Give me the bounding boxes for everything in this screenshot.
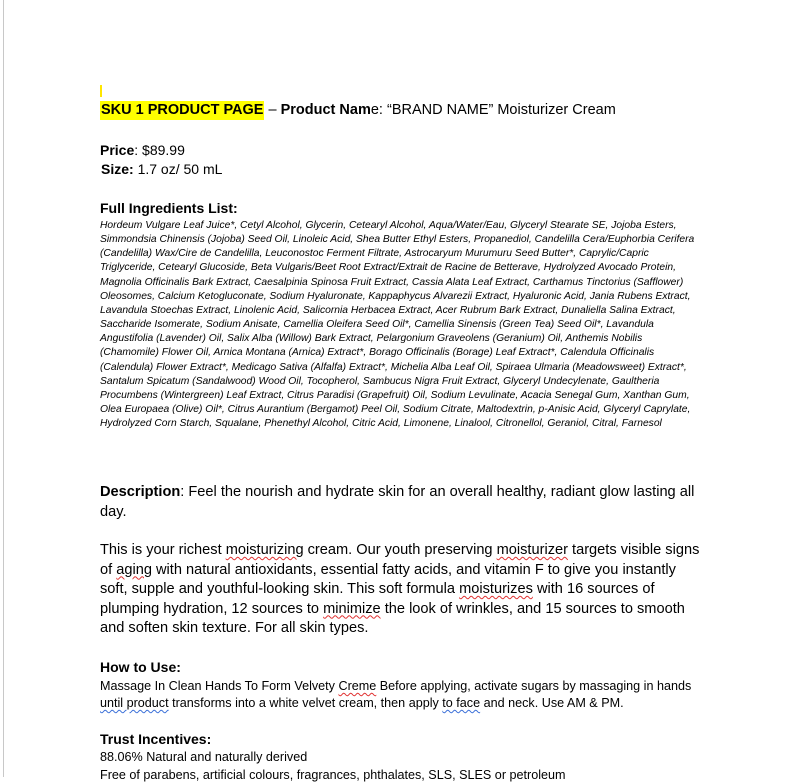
how-to-use-text-1: Massage In Clean Hands To Form Velvety bbox=[100, 679, 339, 693]
ingredients-heading: Full Ingredients List: bbox=[100, 200, 238, 216]
trust-line-free-of: Free of parabens, artificial colours, fragrances, phthalates, SLS, SLES or petroleum bbox=[100, 768, 566, 782]
description-intro bbox=[100, 483, 702, 522]
description-text-2: cream. Our youth preserving bbox=[303, 542, 497, 558]
trust-incentives-heading-text: Trust Incentives: bbox=[100, 731, 212, 747]
description-text-4: with natural antioxidants, essential fatty acids, and vitamin F to give you instantly soft, supple and youthful-looking skin. This soft formula bbox=[100, 561, 681, 597]
spellcheck-word[interactable]: Creme bbox=[338, 679, 377, 693]
description-text-3: targets visible signs of bbox=[100, 542, 704, 578]
how-to-use-text bbox=[100, 678, 702, 712]
page-left-edge bbox=[3, 0, 4, 777]
trust-incentives-heading bbox=[100, 731, 211, 747]
product-name-label-tail: e: bbox=[370, 102, 387, 118]
product-page-title bbox=[100, 102, 616, 118]
price-label: Price bbox=[100, 142, 135, 158]
how-to-use-text-2: Before applying, activate sugars by massaging in hands bbox=[376, 679, 695, 693]
how-to-use-text-3: transforms into a white velvet cream, then apply bbox=[168, 696, 443, 710]
size-value: 1.7 oz/ 50 mL bbox=[133, 161, 223, 177]
grammar-check-phrase[interactable]: to face bbox=[442, 696, 481, 710]
how-to-use-text-4: and neck. Use AM & PM. bbox=[480, 696, 624, 710]
description-intro-text: : Feel the nourish and hydrate skin for an overall healthy, radiant glow lasting all day. bbox=[100, 484, 695, 520]
description-text-6: the look of wrinkles, and 15 sources to smooth and soften skin texture. For all skin types. bbox=[100, 600, 689, 636]
spellcheck-word[interactable]: moisturizing bbox=[225, 542, 304, 558]
description-text-5: with 16 sources of plumping hydration, 12 sources to bbox=[100, 581, 659, 617]
description-text-1: This is your richest bbox=[100, 542, 226, 558]
description-body bbox=[100, 541, 702, 639]
spellcheck-word[interactable]: moisturizer bbox=[496, 542, 568, 558]
price-line bbox=[100, 142, 185, 158]
text-cursor-highlight bbox=[100, 85, 102, 97]
spellcheck-word[interactable]: aging bbox=[116, 561, 152, 578]
size-line bbox=[101, 161, 222, 177]
price-value: : $89.99 bbox=[134, 142, 185, 158]
spellcheck-word[interactable]: moisturizes bbox=[459, 581, 533, 597]
product-name-label: Product Nam bbox=[280, 102, 371, 118]
how-to-use-heading bbox=[100, 659, 181, 675]
ingredients-list: Hordeum Vulgare Leaf Juice*, Cetyl Alcohol, Glycerin, Cetearyl Alcohol, Aqua/Water/Eau, Glyceryl Stearate SE, Jojoba Esters, Simmondsia Chinensis (Jojoba) Seed Oil, Linoleic Acid, Shea Butter Ethyl Esters, Propanediol, Candelilla Cera/Euphorbia Cerifera (Candelilla) Wax/Cire de Candelilla, Leuconostoc Ferment Filtrate, Astrocaryum Murumuru Seed Butter*, Caprylic/Capric Triglyceride, Cetearyl Glucoside, Beta Vulgaris/Beet Root Extract/Extrait de Racine de Betterave, Hydrolyzed Avocado Protein, Magnolia Officinalis Bark Extract, Caesalpinia Spinosa Fruit Extract, Cassia Alata Leaf Extract, Carthamus Tinctorius (Safflower) Oleosomes, Calcium Ketogluconate, Sodium Hyaluronate, Kappaphycus Alvarezii Extract, Hyaluronic Acid, Jania Rubens Extract, Lavandula Stoechas Extract, Linolenic Acid, Salicornia Herbacea Extract, Acer Rubrum Bark Extract, Dunaliella Salina Extract, Saccharide Isomerate, Sodium Anisate, Camellia Oleifera Seed Oil*, Camellia Sinensis (Green Tea) Seed Oil*, Lavandula Angustifolia (Lavender) Oil, Salix Alba (Willow) Bark Extract, Pelargonium Graveolens (Geranium) Oil, Anthemis Nobilis (Chamomile) Flower Oil, Arnica Montana (Arnica) Extract*, Borago Officinalis (Borage) Leaf Extract*, Calendula Officinalis (Calendula) Flower Extract*, Medicago Sativa (Alfalfa) Extract*, Michelia Alba Leaf Oil, Spiraea Ulmaria (Meadowsweet) Extract*, Santalum Spicatum (Sandalwood) Wood Oil, Tocopherol, Sambucus Nigra Fruit Extract, Glyceryl Undecylenate, Gaultheria Procumbens (Wintergreen) Leaf Extract, Citrus Paradisi (Grapefruit) Oil, Sodium Levulinate, Acacia Senegal Gum, Xanthan Gum, Olea Europaea (Olive) Oil*, Citrus Aurantium (Bergamot) Peel Oil, Sodium Citrate, Maltodextrin, p-Anisic Acid, Glyceryl Caprylate, Hydrolyzed Corn Starch, Squalane, Phenethyl Alcohol, Citric Acid, Limonene, Linalool, Citronellol, Geraniol, Citral, Farnesol bbox=[100, 220, 695, 430]
grammar-check-phrase[interactable]: until product bbox=[100, 696, 169, 710]
sku-label: SKU 1 PRODUCT PAGE bbox=[101, 102, 264, 118]
how-to-use-heading-text: How to Use: bbox=[100, 659, 181, 675]
size-label: Size: bbox=[101, 161, 134, 177]
product-name-value: “BRAND NAME” Moisturizer Cream bbox=[386, 102, 616, 118]
description-label: Description bbox=[100, 484, 181, 500]
spellcheck-word[interactable]: minimize bbox=[323, 600, 381, 617]
trust-line-natural: 88.06% Natural and naturally derived bbox=[100, 750, 308, 764]
title-dash: – bbox=[264, 102, 281, 118]
